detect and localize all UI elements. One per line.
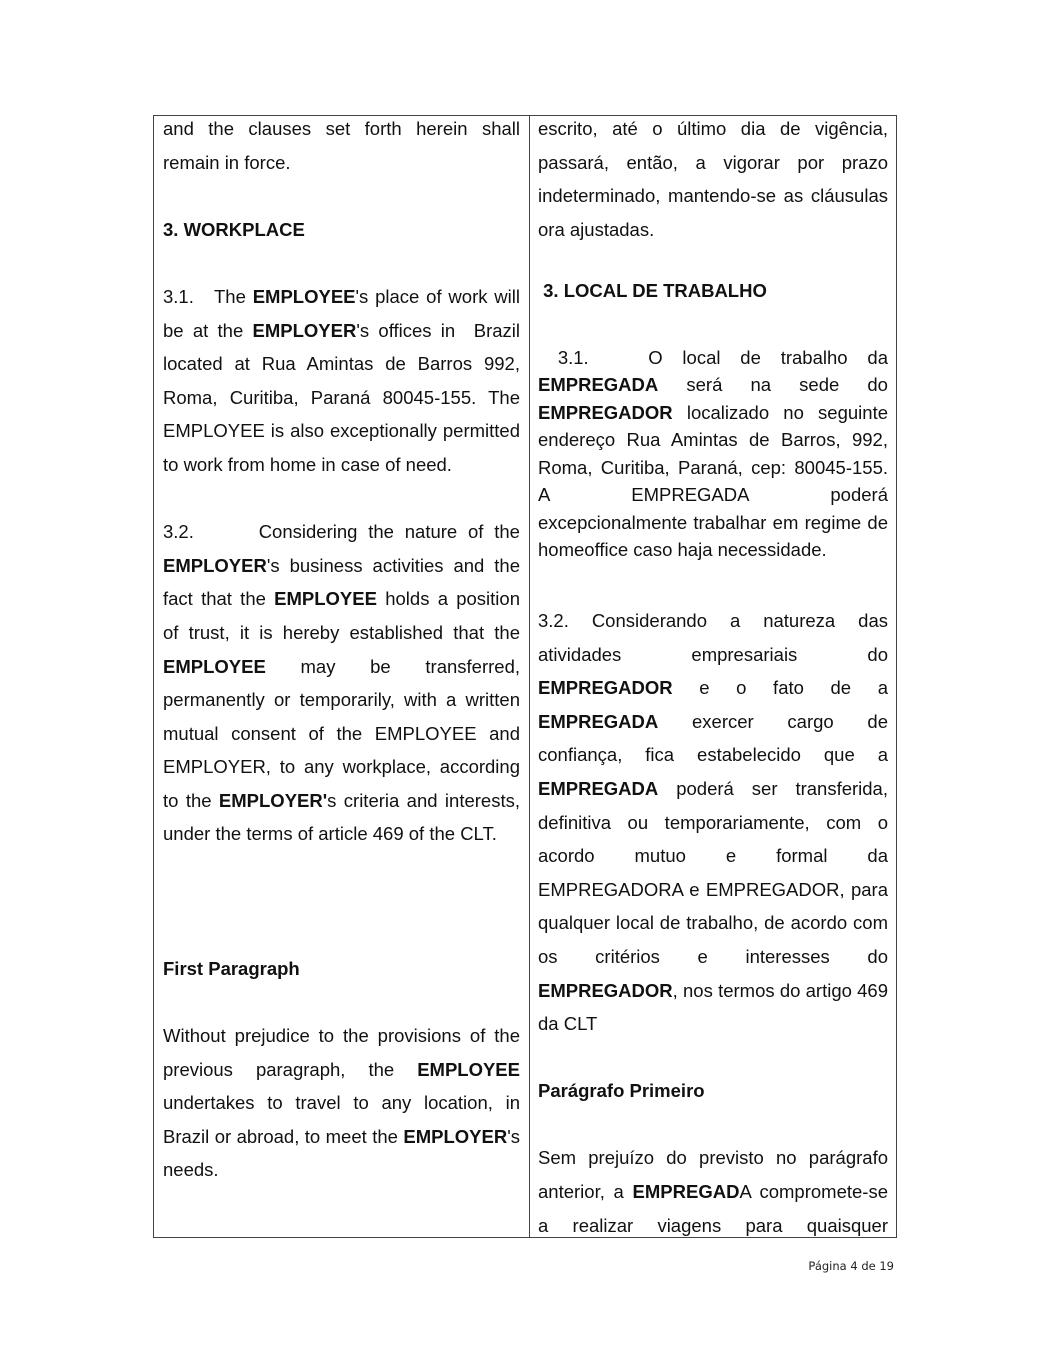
english-carry-over-text: and the clauses set forth herein shall remain in force. — [163, 118, 520, 173]
page-number-footer: Página 4 de 19 — [808, 1259, 894, 1273]
english-heading-workplace: 3. WORKPLACE — [163, 218, 305, 240]
english-clause-3-2: 3.2. Considering the nature of the EMPLOYER's business activities and the fact that the EMPLOYEE holds a position of trust, it is hereby established that the EMPLOYEE may be transferred, permanently or temporarily, with a written mutual consent of the EMPLOYEE and EMPLOYER, to any workplace, according to the EMPLOYER's criteria and interests, under the terms of article 469 of the CLT. — [163, 521, 526, 845]
portuguese-column — [538, 112, 894, 1242]
portuguese-clause-3-1: 3.1. O local de trabalho da EMPREGADA será na sede do EMPREGADOR localizado no seguinte endereço Rua Amintas de Barros, 992, Roma, Curitiba, Paraná, cep: 80045-155. A EMPREGADA poderá excepcionalmente trabalhar em regime de homeoffice caso haja necessidade. — [538, 346, 894, 561]
column-divider — [529, 115, 530, 1238]
portuguese-clause-3-2: 3.2. Considerando a natureza das atividades empresariais do EMPREGADOR e o fato de a EMPREGADA exercer cargo de confiança, fica estabelecido que a EMPREGADA poderá ser transferida, definitiva ou temporariamente, com o acordo mutuo e formal da EMPREGADORA e EMPREGADOR, para qualquer local de trabalho, de acordo com os critérios e interesses do EMPREGADOR, nos termos do artigo 469 da CLT — [538, 609, 888, 1035]
english-first-paragraph-text: Without prejudice to the provisions of the previous paragraph, the EMPLOYEE undertakes to travel to any location, in Brazil or abroad, to meet the EMPLOYER's needs. — [163, 1025, 520, 1181]
english-clause-3-1: 3.1. The EMPLOYEE's place of work will be at the EMPLOYER's offices in Brazil located at Rua Amintas de Barros 992, Roma, Curitiba, Paraná 80045-155. The EMPLOYEE is also exceptionally permitted to work from home in case of need. — [163, 285, 526, 475]
portuguese-heading-local-de-trabalho: 3. LOCAL DE TRABALHO — [538, 280, 767, 302]
portuguese-carry-over-text: escrito, até o último dia de vigência, passará, então, a vigorar por prazo indeterminado, mantendo-se as cláusulas ora ajustadas. — [538, 118, 888, 240]
english-first-paragraph-heading: First Paragraph — [163, 957, 300, 979]
portuguese-first-paragraph-text: Sem prejuízo do previsto no parágrafo anterior, a EMPREGADA compromete-se a realizar viagens para quaisquer — [538, 1147, 888, 1236]
english-column — [163, 112, 526, 1187]
portuguese-first-paragraph-heading: Parágrafo Primeiro — [538, 1080, 705, 1102]
